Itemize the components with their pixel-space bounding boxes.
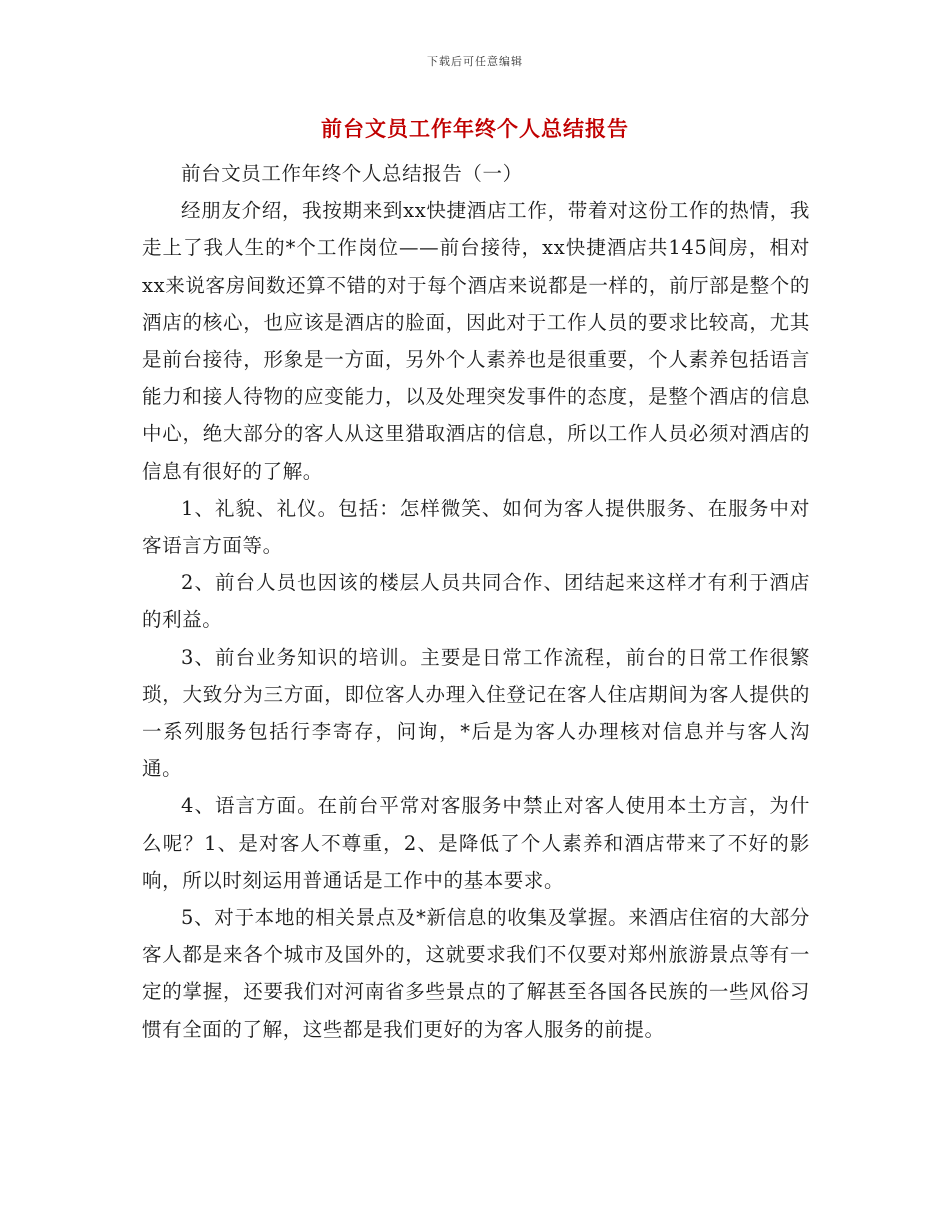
paragraph-item-4: 4、语言方面。在前台平常对客服务中禁止对客人使用本土方言，为什么呢？1、是对客人不尊重，2、是降低了个人素养和酒店带来了不好的影响，所以时刻运用普通话是工作中的基本要求。 [142,794,810,892]
paragraph-item-1: 1、礼貌、礼仪。包括：怎样微笑、如何为客人提供服务、在服务中对客语言方面等。 [142,496,810,558]
page-header-note: 下载后可任意编辑 [427,55,523,68]
paragraph-intro: 经朋友介绍，我按期来到xx快捷酒店工作，带着对这份工作的热情，我走上了我人生的*个工作岗位——前台接待，xx快捷酒店共145间房，相对xx来说客房间数还算不错的对于每个酒店来说都是一样的，前厅部是整个的酒店的核心，也应该是酒店的脸面，因此对于工作人员的要求比较高，尤其是前台接待，形象是一方面，另外个人素养也是很重要，个人素养包括语言能力和接人待物的应变能力，以及处理突发事件的态度，是整个酒店的信息中心，绝大部分的客人从这里猎取酒店的信息，所以工作人员必须对酒店的信息有很好的了解。 [142,199,810,483]
paragraph-item-5: 5、对于本地的相关景点及*新信息的收集及掌握。来酒店住宿的大部分客人都是来各个城市及国外的，这就要求我们不仅要对郑州旅游景点等有一定的掌握，还要我们对河南省多些景点的了解甚至各国各民族的一些风俗习惯有全面的了解，这些都是我们更好的为客人服务的前提。 [142,906,810,1041]
paragraph-item-2: 2、前台人员也因该的楼层人员共同合作、团结起来这样才有利于酒店的利益。 [142,571,810,632]
paragraph-subtitle: 前台文员工作年终个人总结报告（一） [181,162,523,185]
document-body [142,155,810,1048]
paragraph-item-3: 3、前台业务知识的培训。主要是日常工作流程，前台的日常工作很繁琐，大致分为三方面，即位客人办理入住登记在客人住店期间为客人提供的一系列服务包括行李寄存，问询，*后是为客人办理核对信息并与客人沟通。 [142,645,810,781]
document-title: 前台文员工作年终个人总结报告 [321,117,629,141]
